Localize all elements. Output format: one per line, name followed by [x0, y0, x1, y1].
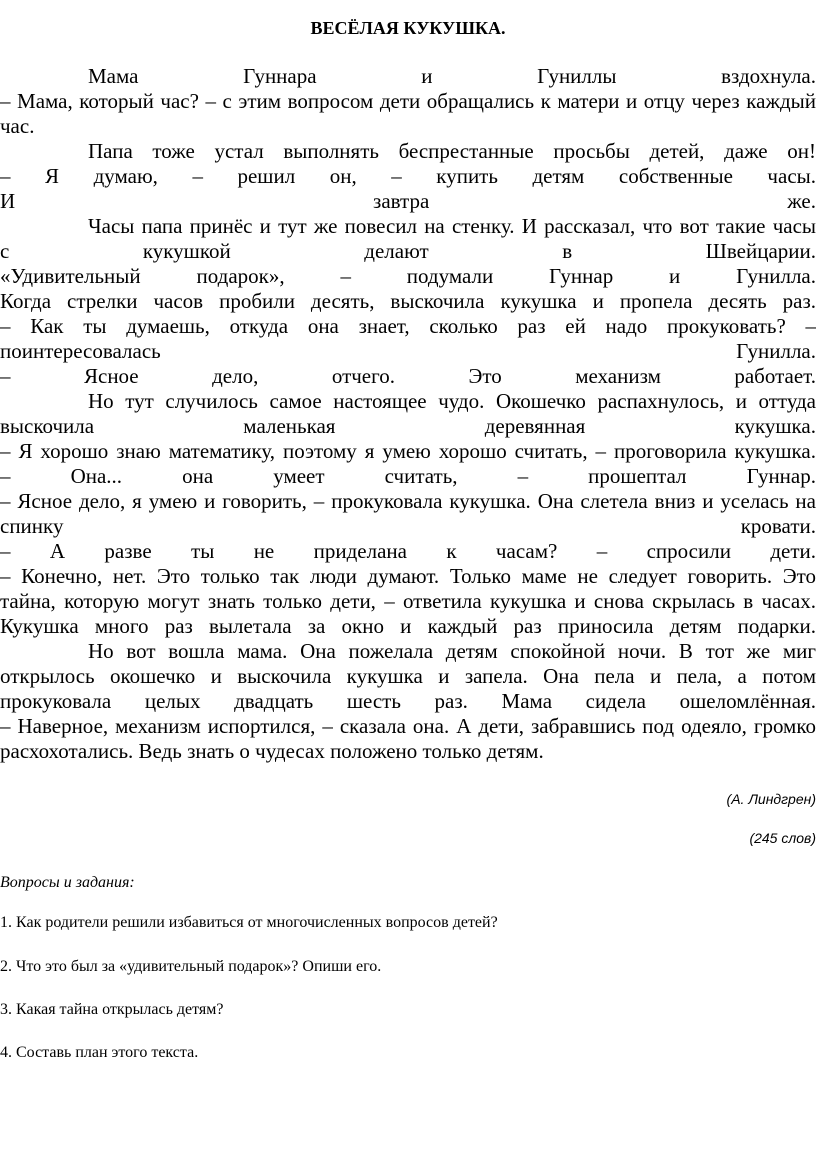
question-item: 4. Составь план этого текста.	[0, 1044, 199, 1061]
story-line: «Удивительный подарок», – подумали Гуннар и Гунилла.	[0, 264, 816, 288]
story-line: – Как ты думаешь, откуда она знает, сколько раз ей надо прокуковать? –	[0, 314, 816, 338]
story-line: – Конечно, нет. Это только так люди думают. Только маме не следует говорить. Это	[0, 564, 816, 588]
story-line: Часы папа принёс и тут же повесил на стенку. И рассказал, что вот такие часы	[88, 214, 816, 238]
story-line: поинтересовалась Гунилла.	[0, 339, 816, 363]
story-line: с кукушкой делают в Швейцарии.	[0, 239, 816, 263]
story-line: выскочила маленькая деревянная кукушка.	[0, 414, 816, 438]
story-text	[0, 64, 816, 764]
story-line: – Ясное дело, я умею и говорить, – прокуковала кукушка. Она слетела вниз и уселась на	[0, 489, 816, 513]
author-attribution: (А. Линдгрен)	[726, 791, 816, 807]
story-line: Когда стрелки часов пробили десять, выскочила кукушка и пропела десять раз.	[0, 289, 816, 313]
story-line: прокуковала целых двадцать шесть раз. Мама сидела ошеломлённая.	[0, 689, 816, 713]
story-title: ВЕСЁЛАЯ КУКУШКА.	[310, 18, 506, 38]
story-line: – Она... она умеет считать, – прошептал Гуннар.	[0, 464, 816, 488]
story-line: час.	[0, 114, 35, 138]
story-line: И завтра же.	[0, 189, 816, 213]
story-line: Но вот вошла мама. Она пожелала детям спокойной ночи. В тот же миг	[88, 639, 816, 663]
question-item: 3. Какая тайна открылась детям?	[0, 1001, 224, 1018]
story-line: Кукушка много раз вылетала за окно и каждый раз приносила детям подарки.	[0, 614, 816, 638]
story-line: – Ясное дело, отчего. Это механизм работает.	[0, 364, 816, 388]
story-line: – Мама, который час? – с этим вопросом дети обращались к матери и отцу через каждый	[0, 89, 816, 113]
questions-heading: Вопросы и задания:	[0, 874, 135, 891]
story-line: – Я думаю, – решил он, – купить детям собственные часы.	[0, 164, 816, 188]
question-item: 2. Что это был за «удивительный подарок»? Опиши его.	[0, 958, 382, 975]
story-line: спинку кровати.	[0, 514, 816, 538]
story-line: Папа тоже устал выполнять беспрестанные просьбы детей, даже он!	[88, 139, 816, 163]
story-line: – Наверное, механизм испортился, – сказала она. А дети, забравшись под одеяло, громко	[0, 714, 816, 738]
story-line: – Я хорошо знаю математику, поэтому я умею хорошо считать, – проговорила кукушка.	[0, 439, 816, 463]
question-item: 1. Как родители решили избавиться от многочисленных вопросов детей?	[0, 914, 498, 931]
story-line: – А разве ты не приделана к часам? – спросили дети.	[0, 539, 816, 563]
story-line: Мама Гуннара и Гуниллы вздохнула.	[88, 64, 816, 88]
word-count: (245 слов)	[749, 830, 816, 846]
story-line: открылось окошечко и выскочила кукушка и запела. Она пела и пела, а потом	[0, 664, 816, 688]
story-line: Но тут случилось самое настоящее чудо. Окошечко распахнулось, и оттуда	[88, 389, 816, 413]
story-line: расхохотались. Ведь знать о чудесах положено только детям.	[0, 739, 544, 763]
story-line: тайна, которую могут знать только дети, – ответила кукушка и снова скрылась в часах.	[0, 589, 816, 613]
